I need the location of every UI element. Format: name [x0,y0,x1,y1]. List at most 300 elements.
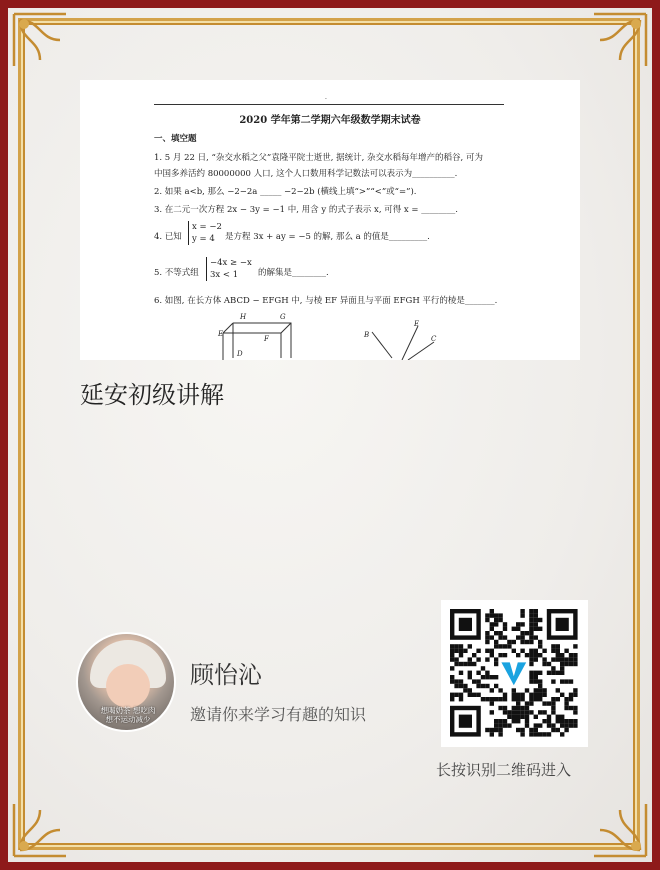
user-name: 顾怡沁 [190,661,262,689]
qr-module [538,640,542,644]
qr-module [538,618,542,622]
header-rule [154,104,504,105]
qr-module [520,635,524,639]
qr-module [498,631,502,635]
qr-module [476,671,480,675]
qr-module [551,728,555,732]
qr-module [564,679,568,683]
question-1-line-1: 1. 5 月 22 日, “杂交水稻之父”袁隆平院士逝世, 据统计, 杂交水稻每年增产的稻谷, 可为 [154,153,483,163]
qr-module [551,723,555,727]
system-eq-1: x = −2 [192,222,222,232]
qr-module [498,723,502,727]
qr-module [494,662,498,666]
qr-module [490,627,494,631]
qr-module [534,723,538,727]
qr-module [538,688,542,692]
qr-module [538,684,542,688]
qr-module [529,710,533,714]
qr-module [529,631,533,635]
qr-module [547,701,551,705]
qr-module [538,644,542,648]
qr-module [551,706,555,710]
qr-module [494,631,498,635]
qr-module [551,701,555,705]
question-3: 3. 在二元一次方程 2x − 3y = −1 中, 用含 y 的式子表示 x, 可得 x = ________. [154,205,458,215]
qr-module [525,701,529,705]
qr-module [569,662,573,666]
qr-module [564,657,568,661]
qr-module [472,679,476,683]
qr-module [529,662,533,666]
qr-module [459,649,463,653]
qr-module [485,675,489,679]
qr-module [512,719,516,723]
qr-module [503,697,507,701]
qr-module [494,657,498,661]
qr-module [573,719,577,723]
label-C: C [431,335,437,343]
qr-module [490,732,494,736]
qr-module [569,719,573,723]
qr-module [450,693,454,697]
qr-module [498,732,502,736]
qr-module [450,644,454,648]
qr-module [573,653,577,657]
qr-module [538,653,542,657]
qr-module [494,684,498,688]
qr-module [564,662,568,666]
label-B: B [364,331,370,339]
qr-module [459,653,463,657]
qr-module [538,679,542,683]
label-E2: E [414,320,420,328]
qr-module [520,622,524,626]
qr-module [520,697,524,701]
qr-module [534,728,538,732]
question-1-line-2: 中国多养活约 80000000 人口, 这个人口数用科学记数法可以表示为__________. [154,169,458,179]
exam-title: 2020 学年第二学期六年级数学期末试卷 [239,115,421,126]
qr-module [450,657,454,661]
qr-module [551,666,555,670]
qr-module [459,644,463,648]
qr-module [520,693,524,697]
qr-module [503,653,507,657]
qr-module [503,710,507,714]
qr-module [551,671,555,675]
qr-module [498,644,502,648]
qr-module [494,697,498,701]
qr-module [560,679,564,683]
qr-module [529,635,533,639]
qr-module [542,649,546,653]
qr-module [490,710,494,714]
qr-module [573,657,577,661]
qr-module [468,662,472,666]
qr-module [534,693,538,697]
qr-module [551,710,555,714]
qr-module [556,649,560,653]
qr-module [560,693,564,697]
qr-caption: 长按识别二维码进入 [436,761,572,779]
avatar-caption-line-2: 想不运动减少 [105,715,151,724]
qr-module [507,640,511,644]
qr-module [534,675,538,679]
qr-module [485,631,489,635]
qr-finder [459,715,472,728]
qr-module [476,649,480,653]
qr-module [556,644,560,648]
corner-ornament-icon [10,800,70,860]
qr-module [564,701,568,705]
qr-module [476,684,480,688]
system-ineq-2: 3x < 1 [210,270,239,280]
qr-module [468,693,472,697]
qr-module [525,640,529,644]
qr-module [560,732,564,736]
qr-module [503,693,507,697]
qr-module [490,728,494,732]
qr-module [534,609,538,613]
qr-module [538,693,542,697]
question-4-system [188,221,222,245]
qr-module [573,706,577,710]
qr-module [450,675,454,679]
qr-module [542,693,546,697]
qr-module [494,728,498,732]
qr-module [551,679,555,683]
course-title: 延安初级讲解 [80,381,224,409]
qr-module [525,653,529,657]
qr-module [503,719,507,723]
qr-module [481,675,485,679]
qr-module [538,697,542,701]
qr-module [490,609,494,613]
qr-module [512,710,516,714]
qr-module [564,719,568,723]
question-4-suffix: 是方程 3x + ay = −5 的解, 那么 a 的值是_________. [225,232,430,242]
question-6: 6. 如图, 在长方体 ABCD − EFGH 中, 与棱 EF 异面且与平面 EFGH 平行的棱是_______. [154,296,498,306]
corner-ornament-icon [10,10,70,70]
qr-module [560,671,564,675]
qr-module [529,627,533,631]
qr-code-icon [441,600,588,747]
qr-module [556,657,560,661]
qr-finder [459,618,472,631]
qr-module [564,723,568,727]
qr-module [534,649,538,653]
qr-module [494,618,498,622]
qr-module [542,719,546,723]
qr-module [516,715,520,719]
qr-module [454,657,458,661]
qr-module [507,723,511,727]
qr-module [494,613,498,617]
qr-module [498,653,502,657]
qr-module [538,627,542,631]
qr-module [525,723,529,727]
qr-module [468,644,472,648]
qr-module [534,618,538,622]
qr-module [507,715,511,719]
qr-module [534,715,538,719]
cuboid-figure [215,313,305,360]
qr-module [512,715,516,719]
qr-module [485,671,489,675]
qr-module [569,706,573,710]
qr-module [485,640,489,644]
question-5-suffix: 的解集是________. [258,268,329,278]
question-5-system [206,257,252,281]
qr-module [485,697,489,701]
qr-module [556,719,560,723]
qr-module [520,609,524,613]
qr-module [498,618,502,622]
header-dot: · [325,96,327,103]
qr-module [560,657,564,661]
qr-module [454,684,458,688]
qr-module [551,644,555,648]
qr-module [516,710,520,714]
qr-module [564,706,568,710]
qr-module [490,697,494,701]
label-E: E [218,330,224,338]
qr-module [534,657,538,661]
qr-module [485,613,489,617]
qr-module [534,697,538,701]
qr-module [560,719,564,723]
qr-module [529,649,533,653]
qr-module [529,653,533,657]
qr-module [520,715,524,719]
qr-module [481,697,485,701]
qr-module [525,719,529,723]
qr-code[interactable] [441,600,588,747]
qr-module [573,723,577,727]
qr-module [542,662,546,666]
avatar [76,632,176,732]
qr-module [529,622,533,626]
qr-module [573,710,577,714]
qr-module [459,671,463,675]
qr-module [454,644,458,648]
qr-module [547,719,551,723]
qr-module [529,640,533,644]
qr-module [516,635,520,639]
qr-module [450,649,454,653]
qr-module [498,728,502,732]
qr-module [490,613,494,617]
qr-module [459,662,463,666]
qr-module [512,706,516,710]
qr-module [454,679,458,683]
qr-module [503,635,507,639]
qr-module [481,684,485,688]
qr-module [556,671,560,675]
qr-module [485,657,489,661]
qr-module [569,697,573,701]
qr-module [512,697,516,701]
qr-module [494,640,498,644]
rays-figure [360,320,440,360]
qr-module [560,662,564,666]
qr-module [490,653,494,657]
qr-module [450,697,454,701]
qr-module [529,675,533,679]
corner-ornament-icon [590,10,650,70]
qr-module [490,688,494,692]
qr-module [520,728,524,732]
qr-module [556,697,560,701]
qr-module [547,723,551,727]
qr-module [564,728,568,732]
qr-module [485,649,489,653]
qr-module [459,679,463,683]
avatar-caption [84,706,172,724]
qr-module [468,671,472,675]
qr-module [520,710,524,714]
qr-module [556,728,560,732]
qr-module [468,688,472,692]
qr-module [542,688,546,692]
qr-module [534,627,538,631]
qr-module [560,666,564,670]
qr-module [468,657,472,661]
qr-module [573,662,577,666]
qr-module [503,644,507,648]
qr-module [463,649,467,653]
qr-module [472,653,476,657]
qr-module [512,627,516,631]
avatar-caption-line-1: 想喝奶茶 想吃肉 [100,706,156,715]
qr-module [459,684,463,688]
qr-module [454,662,458,666]
qr-module [538,710,542,714]
qr-module [516,653,520,657]
qr-module [490,675,494,679]
qr-module [569,657,573,661]
qr-module [494,675,498,679]
qr-module [547,732,551,736]
qr-module [529,693,533,697]
qr-module [454,649,458,653]
qr-module [547,671,551,675]
qr-module [525,710,529,714]
qr-module [529,609,533,613]
qr-module [573,688,577,692]
qr-module [564,649,568,653]
qr-module [490,635,494,639]
qr-module [529,701,533,705]
qr-module [525,688,529,692]
qr-module [485,635,489,639]
qr-module [476,693,480,697]
qr-module [498,688,502,692]
qr-module [450,666,454,670]
system-ineq-1: −4x ≥ −x [210,258,252,268]
qr-module [450,653,454,657]
qr-module [529,732,533,736]
qr-module [516,627,520,631]
qr-module [498,635,502,639]
qr-module [516,706,520,710]
qr-module [520,732,524,736]
qr-module [485,684,489,688]
qr-module [516,693,520,697]
qr-module [490,622,494,626]
qr-module [512,688,516,692]
qr-module [525,715,529,719]
qr-module [556,715,560,719]
qr-module [534,671,538,675]
qr-module [542,710,546,714]
qr-module [463,684,467,688]
qr-module [551,649,555,653]
qr-module [534,613,538,617]
qr-module [520,631,524,635]
qr-module [503,706,507,710]
qr-module [529,679,533,683]
qr-module [481,666,485,670]
system-eq-2: y = 4 [192,234,215,244]
qr-module [534,635,538,639]
qr-module [529,728,533,732]
qr-module [516,622,520,626]
qr-module [542,732,546,736]
avatar-face [106,664,150,708]
exam-paper-preview[interactable] [80,80,580,360]
qr-module [564,697,568,701]
qr-module [551,697,555,701]
qr-module [529,671,533,675]
qr-module [498,706,502,710]
label-G: G [280,313,286,321]
qr-module [503,723,507,727]
qr-module [556,688,560,692]
qr-module [516,697,520,701]
section-heading: 一、填空题 [154,134,197,144]
qr-module [560,723,564,727]
qr-module [538,732,542,736]
qr-module [472,693,476,697]
qr-module [569,693,573,697]
qr-module [573,693,577,697]
qr-module [459,697,463,701]
label-D: D [237,350,243,358]
qr-module [538,671,542,675]
qr-module [534,688,538,692]
qr-module [529,613,533,617]
qr-module [529,618,533,622]
qr-module [463,688,467,692]
qr-module [534,679,538,683]
qr-module [494,622,498,626]
qr-module [560,653,564,657]
qr-module [507,644,511,648]
qr-module [490,701,494,705]
qr-module [454,693,458,697]
qr-module [569,653,573,657]
qr-module [520,613,524,617]
qr-module [485,728,489,732]
qr-module [538,723,542,727]
qr-module [516,728,520,732]
qr-module [463,662,467,666]
qr-module [516,719,520,723]
label-H: H [240,313,247,321]
qr-module [472,662,476,666]
qr-module [569,723,573,727]
qr-module [450,679,454,683]
